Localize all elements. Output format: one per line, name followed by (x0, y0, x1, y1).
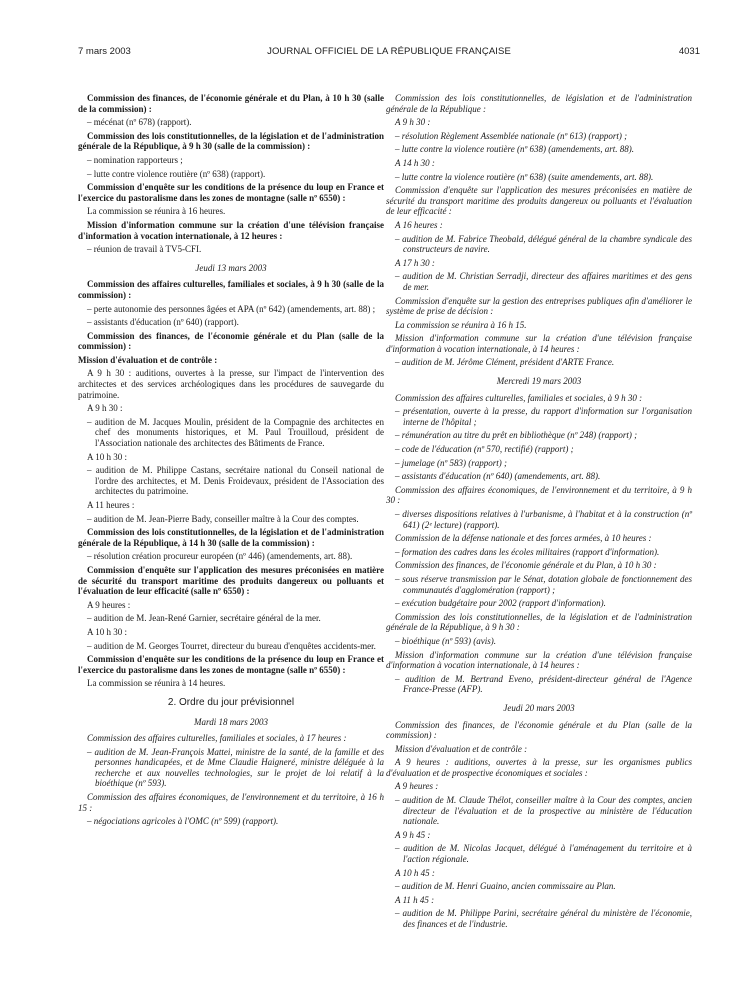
list-item: – formation des cadres dans les écoles militaires (rapport d'information). (395, 546, 660, 557)
day-heading: Mercredi 19 mars 2003 (496, 376, 582, 387)
list-item: – audition de M. Jean-René Garnier, secrétaire général de la mer. (87, 613, 321, 624)
list-item: – audition de M. Jérôme Clément, président d'ARTE France. (395, 357, 615, 368)
entry-heading: Commission des lois constitutionnelles, de la législation et de l'administration générale de la République, à 9 h 30 (salle de la commission) : (78, 130, 384, 152)
time-label: A 11 heures : (87, 500, 135, 510)
entry-heading: Commission d'enquête sur les conditions de la présence du loup en France et l'exercice du pastoralisme dans les zones de montagne (salle nº 6550) : (78, 182, 384, 203)
time-label: A 9 h 30 : (395, 117, 431, 128)
day-heading: Jeudi 20 mars 2003 (503, 702, 575, 713)
entry-heading: Commission des lois constitutionnelles, de la législation et de l'administration générale de la République, à 14 h 30 (salle de la commission) : (78, 527, 384, 548)
time-label: A 10 h 30 : (87, 626, 128, 637)
entry-heading: Commission d'enquête sur les conditions de la présence du loup en France et l'exercice du pastoralisme dans les zones de montagne (salle nº 6550) : (78, 654, 384, 675)
section-heading: 2. Ordre du jour prévisionnel (167, 696, 295, 708)
list-item: – diverses dispositions relatives à l'urbanisme, à l'habitat et à la construction (nº 641) (2ᵉ lecture) (rapport). (395, 509, 692, 530)
entry-heading: Commission d'enquête sur la gestion des entreprises publiques afin d'améliorer le système de prise de décision : (386, 295, 692, 317)
entry-heading: Commission des affaires culturelles, familiales et sociales, à 9 h 30 : (395, 392, 643, 403)
list-item: – audition de M. Georges Tourret, directeur du bureau d'enquêtes accidents-mer. (87, 640, 376, 651)
list-item: – audition de M. Fabrice Theobald, délégué général de la chambre syndicale des constructeurs de navire. (395, 233, 692, 255)
entry-heading: Mission d'information commune sur la création d'une télévision française d'information à vocation internationale, à 12 heures : (78, 219, 384, 241)
list-item: – exécution budgétaire pour 2002 (rapport d'information). (395, 598, 606, 609)
list-item: – négociations agricoles à l'OMC (nº 599) (rapport). (87, 816, 279, 827)
list-item: – rémunération au titre du prêt en bibliothèque (nº 248) (rapport) ; (395, 430, 638, 441)
header-title: JOURNAL OFFICIEL DE LA RÉPUBLIQUE FRANÇAISE (267, 46, 511, 57)
entry-heading: Mission d'information commune sur la création d'une télévision française d'information à vocation internationale, à 14 heures : (386, 649, 692, 671)
list-item: – perte autonomie des personnes âgées et APA (nº 642) (amendements, art. 88) ; (87, 303, 376, 314)
paragraph: La commission se réunira à 16 heures. (87, 206, 226, 217)
page-header (78, 46, 700, 60)
list-item: – lutte contre la violence routière (nº 638) (amendements, art. 88). (395, 144, 634, 155)
entry-heading: Commission des finances, de l'économie générale et du Plan (salle de la commission) : (386, 719, 692, 741)
list-item: – code de l'éducation (nº 570, rectifié) (rapport) ; (395, 444, 574, 455)
list-item: – présentation, ouverte à la presse, du rapport d'information sur l'organisation interne de l'hôpital ; (395, 406, 692, 427)
list-item: – audition de M. Bertrand Eveno, président-directeur général de l'Agence France-Presse (AFP). (395, 673, 692, 695)
list-item: – réunion de travail à TV5-CFI. (87, 244, 202, 255)
list-item: – résolution création procureur européen (nº 446) (amendements, art. 88). (87, 551, 353, 562)
list-item: – audition de M. Christian Serradji, directeur des affaires maritimes et des gens de mer. (395, 271, 692, 292)
entry-heading: Commission des finances, de l'économie générale et du Plan, à 10 h 30 : (395, 560, 657, 571)
entry-heading: Commission d'enquête sur l'application des mesures préconisées en matière de sécurité du transport maritime des produits dangereux ou polluants et l'évaluation de leur efficacité : (386, 185, 692, 217)
entry-heading: Commission des finances, de l'économie générale et du Plan, à 10 h 30 (salle de la commission) : (78, 93, 384, 114)
time-label: A 9 heures : (395, 781, 439, 792)
list-item: – audition de M. Jean-Pierre Bady, conseiller maître à la Cour des comptes. (87, 513, 359, 524)
list-item: – audition de M. Claude Thélot, conseiller maître à la Cour des comptes, ancien directeur de l'évaluation et de la prospective au ministère de l'éducation nationale. (395, 795, 692, 827)
time-label: A 10 h 45 : (395, 867, 435, 878)
time-label: A 9 h 30 : (87, 403, 123, 414)
entry-heading: La commission se réunira à 16 h 15. (395, 319, 527, 330)
header-date: 7 mars 2003 (78, 46, 131, 57)
time-label: A 14 h 30 : (395, 157, 435, 168)
list-item: – lutte contre la violence routière (nº 638) (suite amendements, art. 88). (395, 171, 654, 182)
entry-heading: Commission des affaires économiques, de l'environnement et du territoire, à 9 h 30 : (386, 484, 692, 506)
entry-heading: Commission des affaires culturelles, familiales et sociales, à 9 h 30 (salle de la commission) : (78, 279, 384, 300)
time-label: A 11 h 45 : (395, 894, 435, 905)
time-label: A 10 h 30 : (87, 451, 128, 462)
left-column (78, 93, 384, 830)
list-item: – résolution Règlement Assemblée nationale (nº 613) (rapport) ; (395, 130, 628, 141)
list-item: – assistants d'éducation (nº 640) (amendements, art. 88). (395, 471, 601, 482)
page-number: 4031 (678, 46, 700, 57)
list-item: – audition de M. Philippe Castans, secrétaire national du Conseil national de l'ordre des architectes, et M. Denis Froidevaux, président de l'Association des architectes du patrimoine. (87, 465, 384, 497)
list-item: – sous réserve transmission par le Sénat, dotation globale de fonctionnement des communautés d'agglomération (rapport) ; (395, 573, 692, 595)
day-heading: Mardi 18 mars 2003 (194, 716, 268, 727)
entry-heading: Commission d'enquête sur l'application des mesures préconisées en matière de sécurité du transport maritime des produits dangereux ou polluants et l'évaluation de leur efficacité (salle nº 6550) : (78, 564, 384, 597)
time-label: A 9 h 45 : (395, 829, 431, 840)
list-item: – assistants d'éducation (nº 640) (rapport). (87, 317, 239, 328)
list-item: – mécénat (nº 678) (rapport). (87, 117, 192, 128)
entry-heading: A 9 heures : auditions, ouvertes à la presse, sur les organismes publics d'évaluation et de prospective économiques et sociales : (386, 757, 692, 778)
list-item: – audition de M. Philippe Parini, secrétaire général du ministère de l'économie, des finances et de l'industrie. (395, 908, 692, 929)
time-label: A 16 heures : (395, 219, 443, 230)
entry-heading: Commission des affaires culturelles, familiales et sociales, à 17 heures : (87, 733, 347, 744)
entry-heading: Commission des lois constitutionnelles, de la législation et de l'administration générale de la République, à 9 h 30 : (386, 611, 692, 633)
list-item: – audition de M. Henri Guaino, ancien commissaire au Plan. (395, 881, 616, 892)
sub-heading: Mission d'évaluation et de contrôle : (78, 354, 218, 365)
time-label: A 17 h 30 : (395, 257, 435, 268)
list-item: – jumelage (nº 583) (rapport) ; (395, 457, 508, 468)
list-item: – audition de M. Jacques Moulin, président de la Compagnie des architectes en chef des monuments historiques, et M. Paul Trouilloud, président de l'Association nationale des architectes des Bâtiments de France. (87, 416, 384, 449)
paragraph: A 9 h 30 : auditions, ouvertes à la presse, sur l'impact de l'intervention des architectes et des services archéologiques dans les procédures de sauvegarde du patrimoine. (78, 368, 384, 400)
list-item: – audition de M. Nicolas Jacquet, délégué à l'aménagement du territoire et à l'action régionale. (395, 843, 692, 865)
entry-heading: Mission d'information commune sur la création d'une télévision française d'information à vocation internationale, à 14 heures : (386, 333, 692, 354)
list-item: – nomination rapporteurs ; (87, 154, 183, 165)
entry-heading: Commission des affaires économiques, de l'environnement et du territoire, à 16 h 15 : (78, 792, 384, 813)
entry-heading: Commission des finances, de l'économie générale et du Plan (salle de la commission) : (78, 330, 384, 352)
entry-heading: Commission des lois constitutionnelles, de législation et de l'administration générale de la République : (386, 93, 692, 114)
list-item: – lutte contre violence routière (nº 638) (rapport). (87, 168, 266, 179)
list-item: – audition de M. Jean-François Mattei, ministre de la santé, de la famille et des personnes handicapées, et de Mme Claudie Haigneré, ministre déléguée à la recherche et aux nouvelles technologies, sur le projet de loi relatif à la bioéthique (nº 593). (87, 746, 384, 789)
sub-heading: Mission d'évaluation et de contrôle : (395, 743, 528, 754)
day-heading: Jeudi 13 mars 2003 (195, 262, 267, 273)
entry-heading: Commission de la défense nationale et des forces armées, à 10 heures : (395, 533, 652, 544)
right-column (386, 93, 692, 933)
time-label: A 9 heures : (87, 599, 131, 610)
paragraph: La commission se réunira à 14 heures. (87, 678, 226, 689)
list-item: – bioéthique (nº 593) (avis). (395, 635, 497, 646)
